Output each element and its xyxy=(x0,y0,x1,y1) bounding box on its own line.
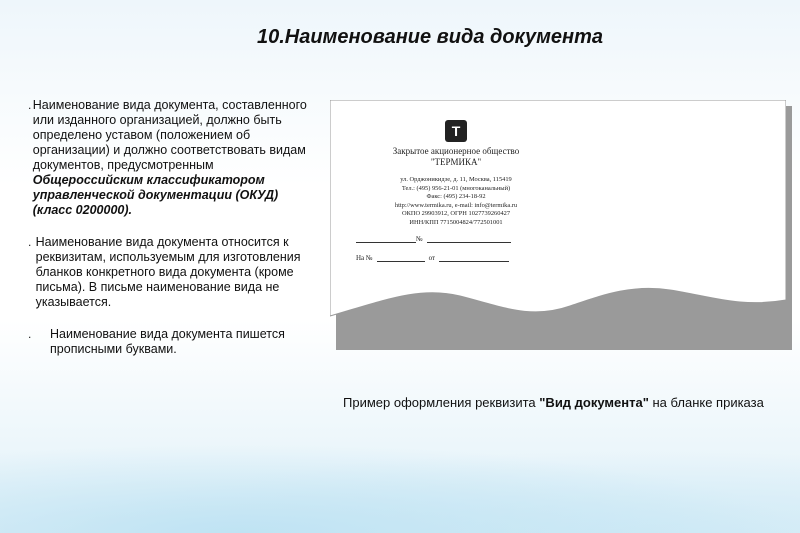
ref-date-blank xyxy=(439,253,509,262)
ref-number-line xyxy=(356,253,556,262)
org-address: ул. Орджоникидзе, д. 11, Москва, 115419 xyxy=(400,176,512,183)
bullet-item xyxy=(28,235,318,310)
number-blank xyxy=(427,234,511,243)
org-name: "ТЕРМИКА" xyxy=(430,157,482,167)
caption-bold: "Вид документа" xyxy=(539,395,649,410)
org-type: Закрытое акционерное общество xyxy=(392,146,520,156)
bullet-text: Наименование вида документа пишется прописными буквами. xyxy=(50,327,285,356)
background-decoration xyxy=(0,443,800,533)
caption-suffix: на бланке приказа xyxy=(648,395,764,410)
org-inn: ИНН/КПП 7715004824/772501001 xyxy=(409,218,503,226)
ref-label: На № xyxy=(356,253,373,262)
doc-number-line xyxy=(356,234,556,243)
org-phone: Тел.: (495) 956-21-01 (многоканальный) xyxy=(401,184,511,192)
org-web: http://www.termika.ru, e-mail: info@termika.ru xyxy=(394,201,518,209)
slide-title: 10.Наименование вида документа xyxy=(256,26,604,48)
example-caption xyxy=(343,394,793,411)
bullet-item xyxy=(28,327,318,357)
letterhead xyxy=(356,120,556,262)
caption-text: Пример оформления реквизита xyxy=(343,395,540,410)
bullet-text: Наименование вида документа относится к реквизитам, используемым для изготовления бланков конкретного вида документа (кроме письма). В письме наименование вида не указывается. xyxy=(35,235,301,309)
bullet-text xyxy=(33,98,318,218)
date-blank xyxy=(356,234,416,243)
bullet-marker: . xyxy=(28,235,32,249)
ref-date-label: от xyxy=(428,253,436,262)
number-label: № xyxy=(416,234,423,243)
org-okpo: ОКПО 29903912, ОГРН 1027739260427 xyxy=(401,210,511,218)
bullet-text-bold: Общероссийским классификатором управленческой документации (ОКУД) (класс 0200000). xyxy=(32,173,279,217)
bullet-text-regular: Наименование вида документа, составленного или изданного организацией, должно быть определено уставом (положением об организации) и должно соответствовать видам документов, предусмотренным xyxy=(32,98,307,172)
bullet-item xyxy=(28,98,318,218)
bullet-list xyxy=(28,98,318,374)
company-logo: T xyxy=(445,120,467,142)
ref-number-blank xyxy=(377,253,425,262)
bullet-marker: . xyxy=(28,98,32,112)
bullet-marker: . xyxy=(28,327,32,341)
document-example xyxy=(330,100,792,350)
org-fax: Факс: (495) 234-18-92 xyxy=(426,193,486,201)
